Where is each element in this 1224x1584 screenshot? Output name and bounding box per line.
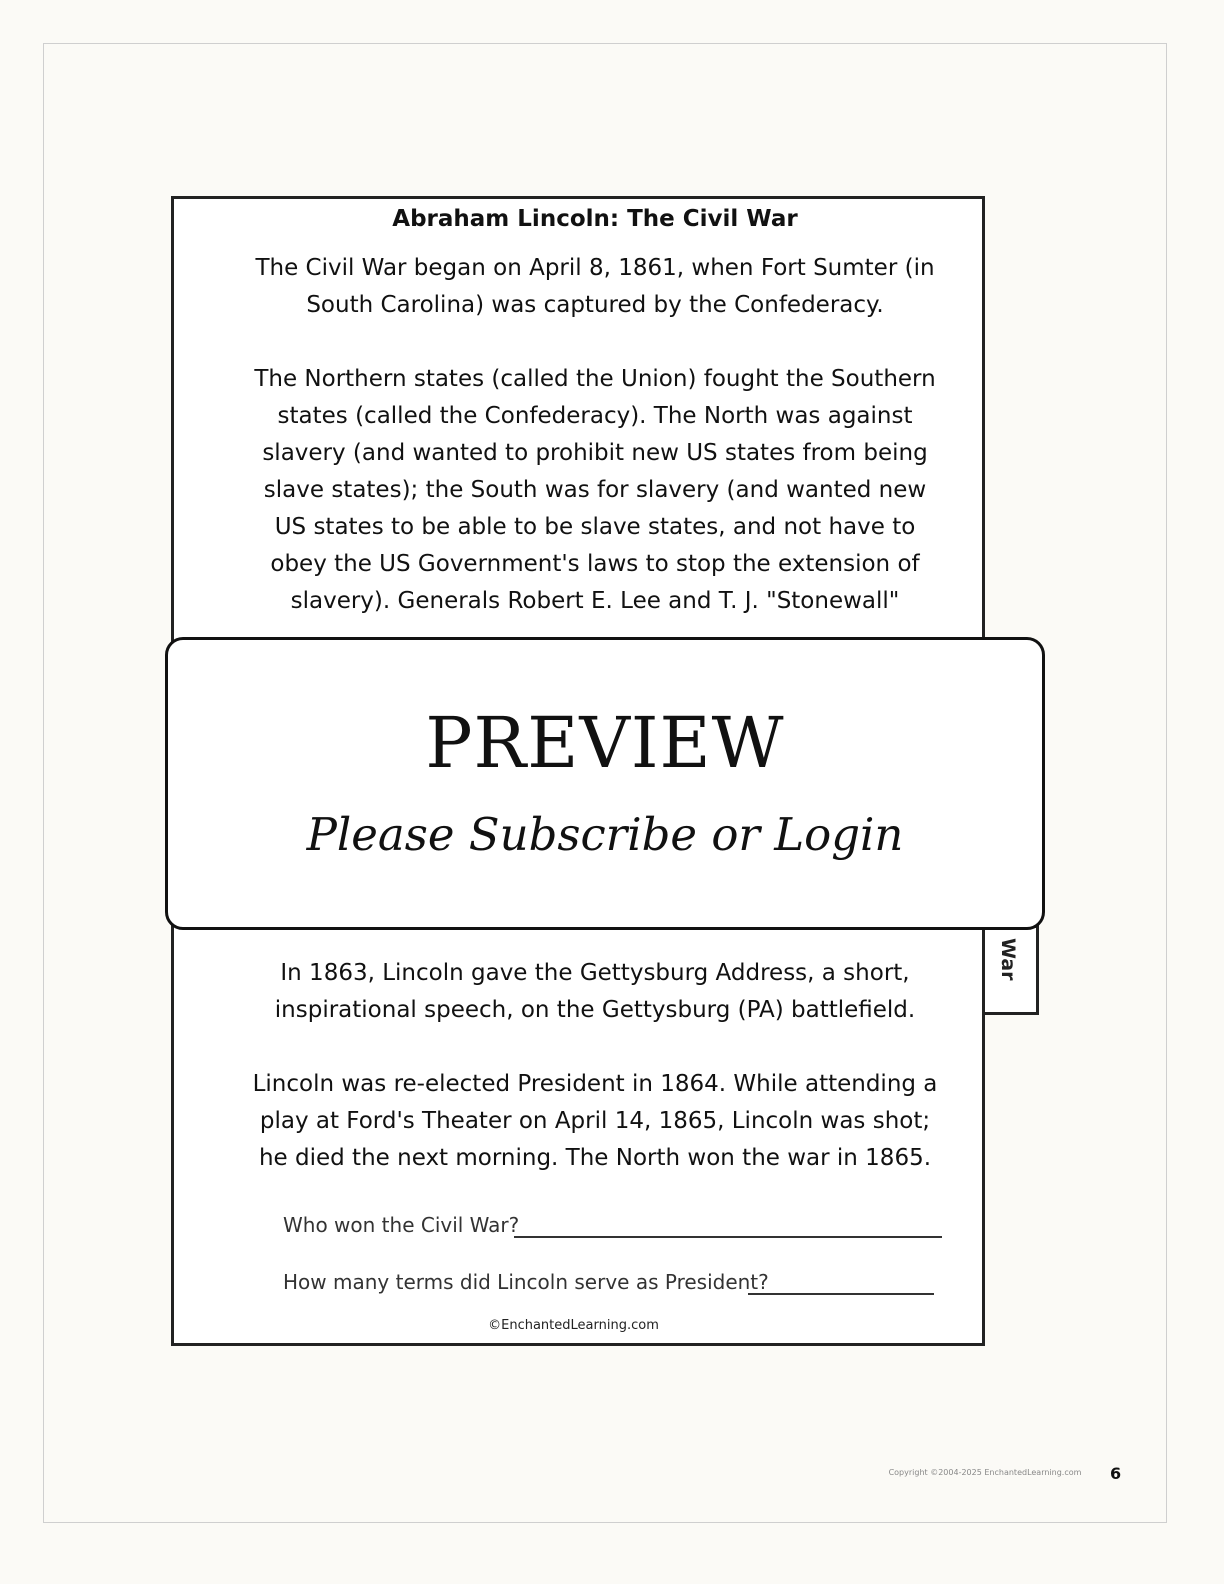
side-tab-label: War <box>997 938 1019 981</box>
book-title: Abraham Lincoln: The Civil War <box>392 206 798 232</box>
page-number: 6 <box>1110 1464 1122 1483</box>
paragraph-1: The Civil War began on April 8, 1861, when Fort Sumter (in South Carolina) was captured by the Confederacy. <box>255 255 935 318</box>
preview-overlay[interactable] <box>165 637 1045 930</box>
answer-blank-1[interactable] <box>514 1236 942 1238</box>
paragraph-3: In 1863, Lincoln gave the Gettysburg Address, a short, inspirational speech, on the Gettysburg (PA) battlefield. <box>274 960 916 1023</box>
paragraph-2: The Northern states (called the Union) fought the Southern states (called the Confederacy). The North was against slavery (and wanted to prohibit new US states from being slave states); the South was for slavery (and wanted new US states to be able to be slave states, and not have to obey the US Government's laws to stop the extension of slavery). Generals Robert E. Lee and T. J. "Stonewall" <box>254 366 936 614</box>
subscribe-login-link[interactable]: Please Subscribe or Login <box>306 808 904 861</box>
paragraph-4: Lincoln was re-elected President in 1864. While attending a play at Ford's Theater on April 14, 1865, Lincoln was shot; he died the next morning. The North won the war in 1865. <box>252 1071 938 1171</box>
answer-blank-2[interactable] <box>748 1293 934 1295</box>
preview-title: PREVIEW <box>425 702 785 784</box>
question-terms: How many terms did Lincoln serve as President? <box>283 1270 769 1294</box>
book-credit: ©EnchantedLearning.com <box>488 1318 659 1333</box>
question-who-won: Who won the Civil War? <box>283 1213 520 1237</box>
footer-copyright: Copyright ©2004-2025 EnchantedLearning.com <box>888 1468 1082 1477</box>
